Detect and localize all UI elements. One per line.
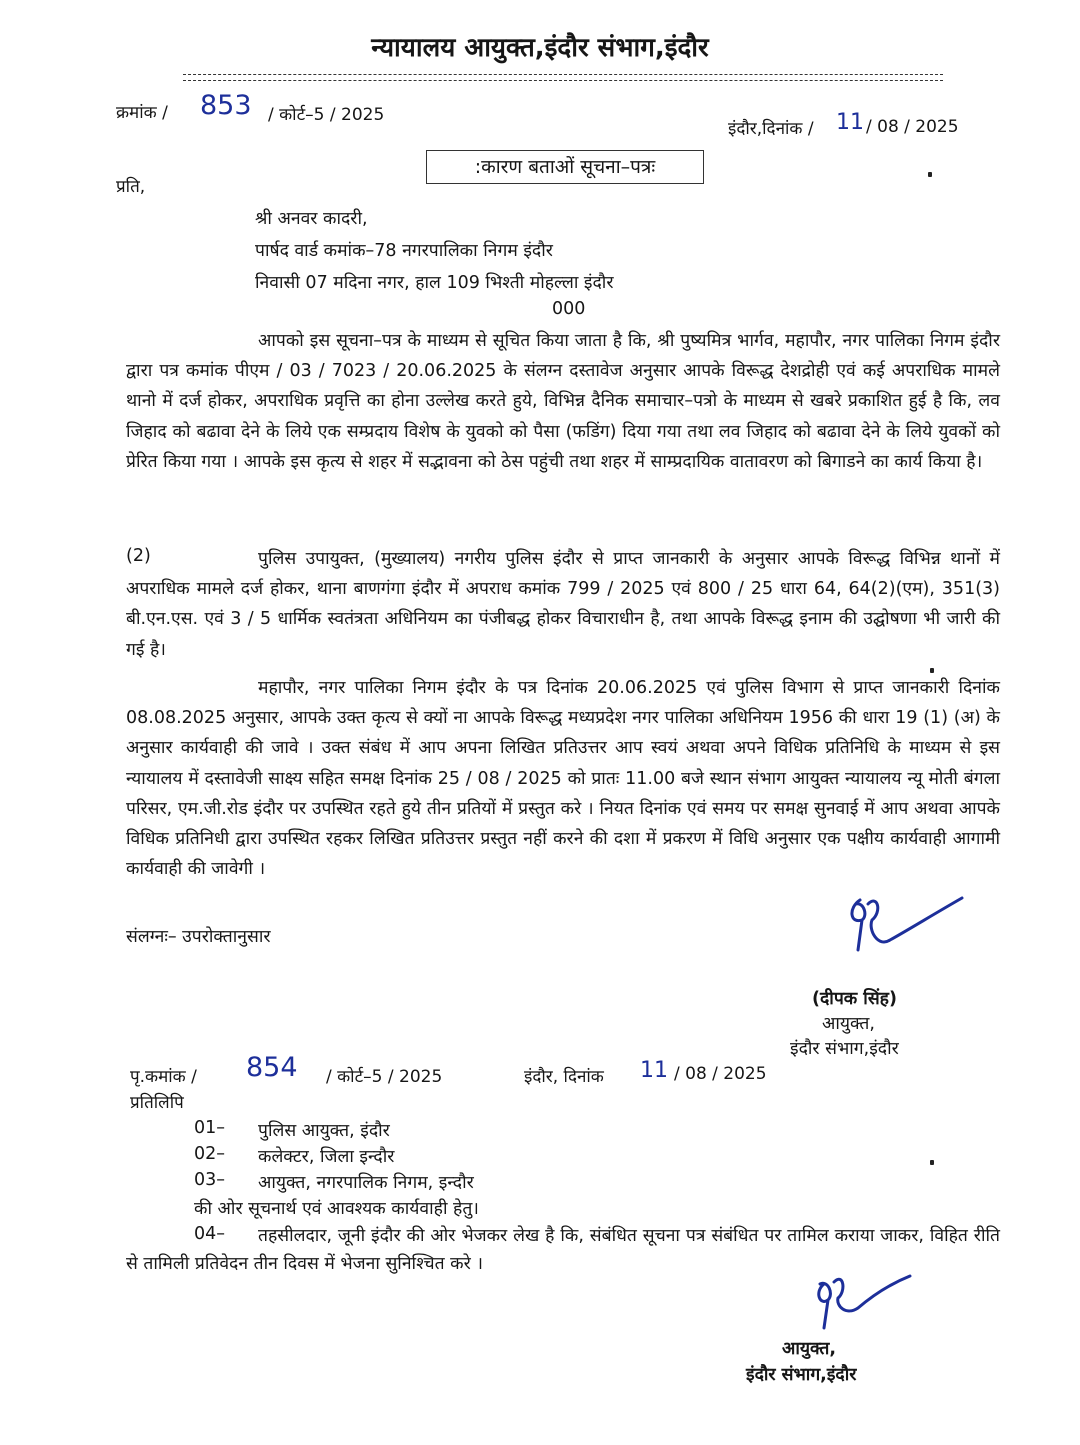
kramank-label: क्रमांक /	[116, 103, 168, 123]
copy-recipient: कलेक्टर, जिला इन्दौर	[258, 1147, 395, 1167]
paragraph-2-number: (2)	[126, 546, 151, 566]
body-paragraph-3: महापौर, नगर पालिका निगम इंदौर के पत्र दिनांक 20.06.2025 एवं पुलिस विभाग से प्राप्त जानकारी दिनांक 08.08.2025 अनुसार, आपके उक्त कृत्य से क्यों ना आपके विरूद्ध मध्यप्रदेश नगर पालिका अधिनियम 1956 की धारा 19 (1) (अ) के अनुसार कार्यवाही की जावे । उक्त संबंध में आप अपना लिखित प्रतिउत्तर आप स्वयं अथवा अपने विधिक प्रतिनिधि के माध्यम से इस न्यायालय में दस्तावेजी साक्ष्य सहित समक्ष दिनांक 25 / 08 / 2025 को प्रातः 11.00 बजे स्थान संभाग आयुक्त न्यायालय न्यू मोती बंगला परिसर, एम.जी.रोड इंदौर पर उपस्थित रहते हुये तीन प्रतियों में प्रस्तुत करे । नियत दिनांक एवं समय पर समक्ष सुनवाई में आप अथवा आपके विधिक प्रतिनिधी द्वारा उपस्थित रहकर लिखित प्रतिउत्तर प्रस्तुत नहीं करने की दशा में प्रकरण में विधि अनुसार एक पक्षीय कार्यवाही आगामी कार्यवाही की जावेगी ।	[126, 678, 1000, 880]
date-suffix: / 08 / 2025	[866, 117, 959, 137]
signature-mark	[806, 1262, 916, 1332]
copies-note: की ओर सूचनार्थ एवं आवश्यक कार्यवाही हेतु।	[194, 1199, 479, 1219]
body-paragraph-2: पुलिस उपायुक्त, (मुख्यालय) नगरीय पुलिस इंदौर से प्राप्त जानकारी के अनुसार आपके विरूद्ध विभिन्न थानों में अपराधिक मामले दर्ज होकर, थाना बाणगंगा इंदौर में अपराध कमांक 799 / 2025 एवं 800 / 25 धारा 64, 64(2)(एम), 351(3) बी.एन.एस. एवं 3 / 5 धार्मिक स्वतंत्रता अधिनियम का पंजीबद्ध होकर विचाराधीन है, तथा आपके विरूद्ध इनाम की उद्घोषणा भी जारी की गई है।	[126, 549, 1000, 660]
copy-number: 01–	[194, 1118, 226, 1138]
speck	[928, 172, 932, 177]
speck	[930, 1160, 934, 1165]
enclosure-note: संलग्नः– उपरोक्तानुसार	[126, 927, 271, 947]
addressee-name: श्री अनवर कादरी,	[255, 209, 368, 229]
signatory-designation: आयुक्त,	[822, 1014, 875, 1034]
copy-ref-number: 854	[246, 1052, 298, 1083]
addressee-designation: पार्षद वार्ड कमांक–78 नगरपालिका निगम इंदौर	[255, 241, 553, 261]
court-title: न्यायालय आयुक्त,इंदौर संभाग,इंदौर	[371, 33, 709, 63]
copy-recipient: आयुक्त, नगरपालिक निगम, इन्दौर	[258, 1173, 474, 1193]
copy-number: 04–	[194, 1224, 226, 1244]
header-rule-2	[183, 80, 943, 81]
kramank-court: / कोर्ट–5 / 2025	[268, 105, 385, 125]
kramank-number: 853	[200, 90, 252, 121]
header-rule-1	[183, 74, 943, 75]
date-day: 11	[836, 110, 864, 135]
prati: प्रति,	[116, 177, 146, 197]
pratilipi-label: प्रतिलिपि	[130, 1093, 184, 1113]
signatory2-designation: आयुक्त,	[782, 1339, 837, 1359]
copy-ref-court: / कोर्ट–5 / 2025	[326, 1067, 443, 1087]
copy-number: 02–	[194, 1144, 226, 1164]
signatory2-office: इंदौर संभाग,इंदौर	[746, 1365, 857, 1385]
speck	[930, 668, 934, 673]
date-prefix: इंदौर,दिनांक /	[728, 119, 814, 139]
addressee-marker: 000	[552, 299, 586, 319]
addressee-address: निवासी 07 मदिना नगर, हाल 109 भिश्ती मोहल्ला इंदौर	[255, 273, 614, 293]
signatory-name: (दीपक सिंह)	[812, 989, 897, 1009]
copy-ref-label: पृ.कमांक /	[130, 1067, 197, 1087]
copy-ref-date-day: 11	[640, 1058, 668, 1083]
notice-heading: :कारण बताओं सूचना–पत्रः	[426, 150, 704, 184]
copy-number: 03–	[194, 1170, 226, 1190]
copy-04-text: तहसीलदार, जूनी इंदौर की ओर भेजकर लेख है कि, संबंधित सूचना पत्र संबंधित पर तामिल कराया जाकर, विहित रीति से तामिली प्रतिवेदन तीन दिवस में भेजना सुनिश्चित करे ।	[126, 1226, 1000, 1274]
signatory-office: इंदौर संभाग,इंदौर	[790, 1039, 899, 1059]
copy-ref-date-suffix: / 08 / 2025	[674, 1064, 767, 1084]
copy-recipient: पुलिस आयुक्त, इंदौर	[258, 1121, 390, 1141]
copy-ref-date-prefix: इंदौर, दिनांक	[524, 1067, 604, 1087]
body-paragraph-1: आपको इस सूचना–पत्र के माध्यम से सूचित किया जाता है कि, श्री पुष्यमित्र भार्गव, महापौर, नगर पालिका निगम इंदौर द्वारा पत्र कमांक पीएम / 03 / 7023 / 20.06.2025 के संलग्न दस्तावेज अनुसार आपके विरूद्ध देशद्रोही एवं कई अपराधिक मामले थानो में दर्ज होकर, अपराधिक प्रवृत्ति का होना उल्लेख करते हुये, विभिन्न दैनिक समाचार–पत्रो के माध्यम से खबरे प्रकाशित हुई है कि, लव जिहाद को बढावा देने के लिये एक सम्प्रदाय विशेष के युवको को पैसा (फडिंग) दिया गया तथा लव जिहाद को बढावा देने के लिये युवकों को प्रेरित किया गया । आपके इस कृत्य से शहर में सद्भावना को ठेस पहुंची तथा शहर में साम्प्रदायिक वातावरण को बिगाडने का कार्य किया है।	[126, 331, 1000, 472]
signature-mark	[838, 890, 968, 960]
